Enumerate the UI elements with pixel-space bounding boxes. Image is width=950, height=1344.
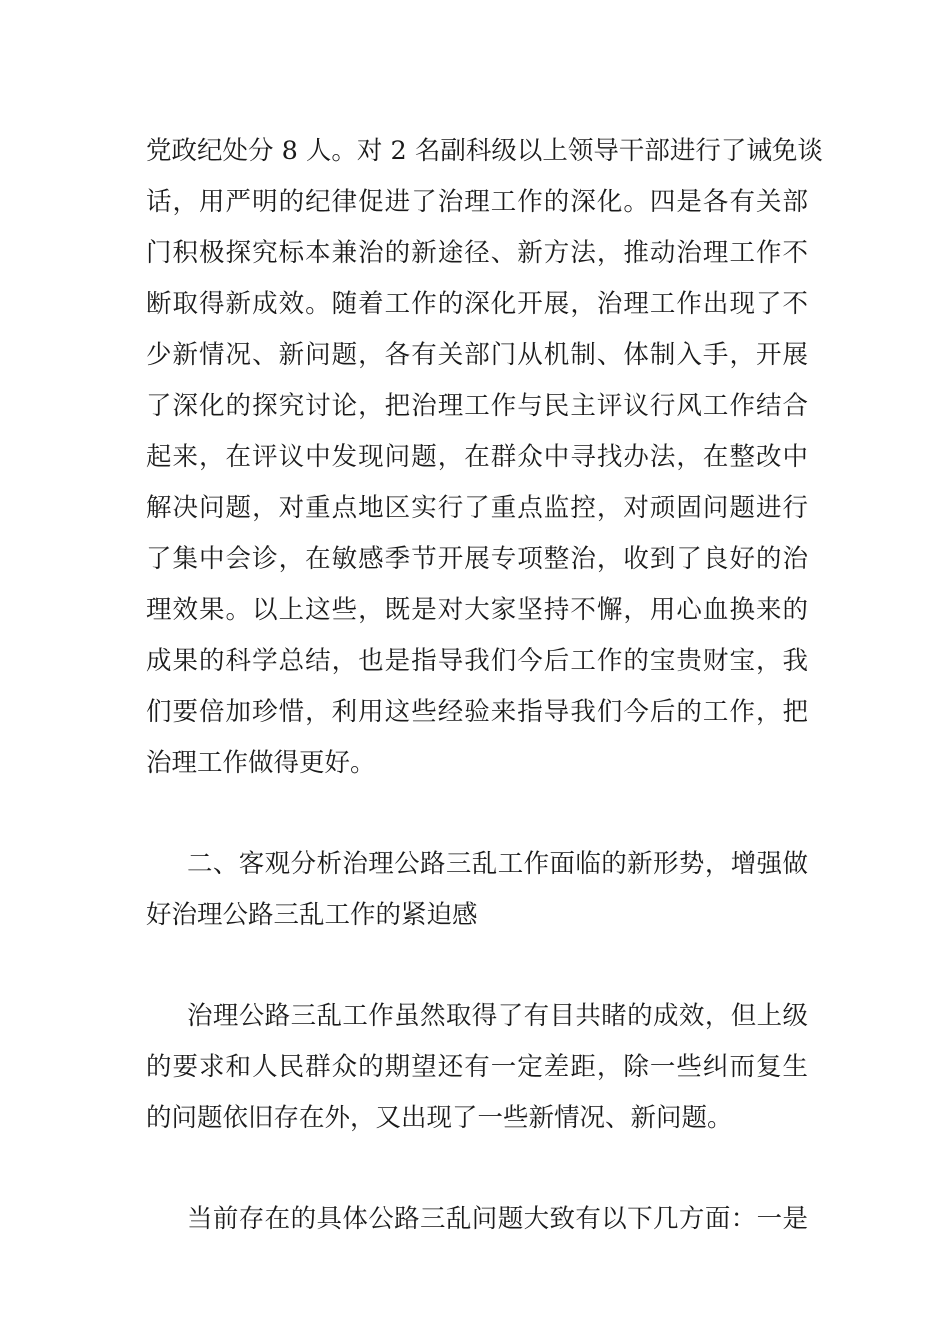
heading-line: 好治理公路三乱工作的紧迫感: [146, 900, 478, 930]
text-line: 起来，在评议中发现问题，在群众中寻找办法，在整改中: [146, 442, 808, 472]
heading-line: 二、客观分析治理公路三乱工作面临的新形势，增强做: [187, 849, 808, 879]
text-line: 了集中会诊，在敏感季节开展专项整治，收到了良好的治: [146, 544, 808, 574]
text-line: 话，用严明的纪律促进了治理工作的深化。四是各有关部: [146, 187, 808, 217]
text-line: 的问题依旧存在外，又出现了一些新情况、新问题。: [146, 1103, 733, 1133]
text-line: 解决问题，对重点地区实行了重点监控，对顽固问题进行: [146, 493, 808, 523]
text-line: 治理公路三乱工作虽然取得了有目共睹的成效，但上级: [187, 1001, 808, 1031]
text-line: 断取得新成效。随着工作的深化开展，治理工作出现了不: [146, 289, 808, 319]
text-line: 了深化的探究讨论，把治理工作与民主评议行风工作结合: [146, 391, 808, 421]
text-line: 门积极探究标本兼治的新途径、新方法，推动治理工作不: [146, 238, 808, 268]
text-line: 当前存在的具体公路三乱问题大致有以下几方面：一是: [187, 1204, 808, 1234]
text-line: 党政纪处分 8 人。对 2 名副科级以上领导干部进行了诫免谈: [146, 136, 823, 166]
text-line: 的要求和人民群众的期望还有一定差距，除一些纠而复生: [146, 1052, 808, 1082]
text-line: 理效果。以上这些，既是对大家坚持不懈，用心血换来的: [146, 595, 808, 625]
text-line: 治理工作做得更好。: [146, 748, 376, 778]
text-line: 们要倍加珍惜，利用这些经验来指导我们今后的工作，把: [146, 697, 808, 727]
text-line: 成果的科学总结，也是指导我们今后工作的宝贵财宝，我: [146, 646, 808, 676]
text-line: 少新情况、新问题，各有关部门从机制、体制入手，开展: [146, 340, 808, 370]
